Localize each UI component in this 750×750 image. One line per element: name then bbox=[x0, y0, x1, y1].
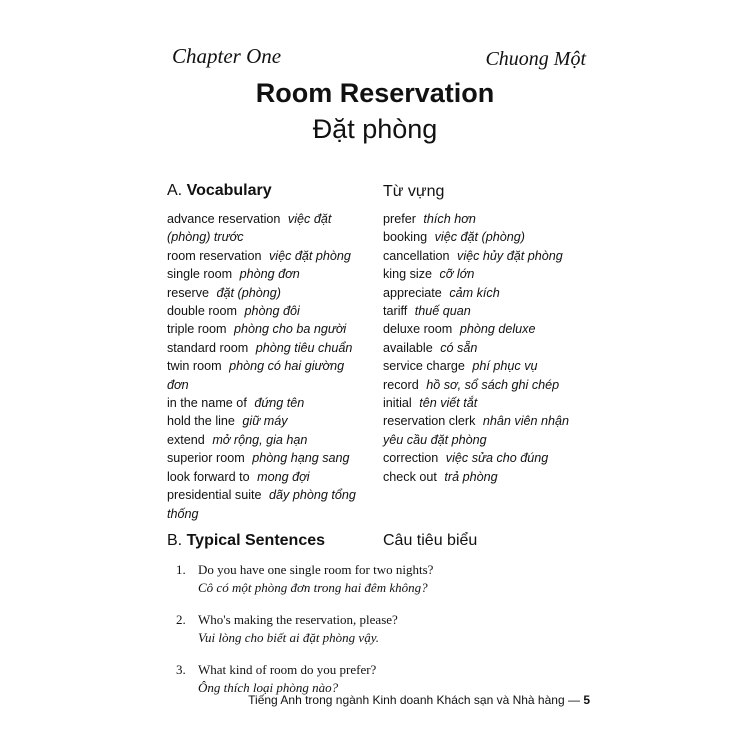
vocab-entry bbox=[167, 431, 367, 449]
footer-text: Tiếng Anh trong ngành Kinh doanh Khách sạn và Nhà hàng — bbox=[248, 693, 580, 707]
vocab-term: correction bbox=[383, 451, 439, 466]
vocab-translation: phòng đôi bbox=[244, 304, 300, 319]
sentence-en: What kind of room do you prefer? bbox=[198, 662, 377, 677]
vocab-translation: dãy phòng tổng thống bbox=[167, 488, 356, 521]
vocab-term: twin room bbox=[167, 359, 222, 374]
vocab-translation: việc đặt (phòng) bbox=[434, 230, 525, 245]
vocab-term: reserve bbox=[167, 285, 209, 300]
vocab-translation: việc đặt phòng bbox=[269, 248, 351, 263]
vocab-translation: hồ sơ, sổ sách ghi chép bbox=[426, 377, 560, 392]
vocab-translation: mở rộng, gia hạn bbox=[212, 432, 308, 447]
chapter-label-en: Chapter One bbox=[172, 44, 282, 68]
vocab-term: tariff bbox=[383, 304, 408, 319]
vocab-entry bbox=[383, 302, 583, 320]
vocab-entry bbox=[383, 320, 583, 338]
vocab-translation: nhân viên nhận yêu cầu đặt phòng bbox=[383, 414, 570, 447]
vocab-entry bbox=[167, 302, 367, 320]
vocab-entry bbox=[383, 449, 583, 467]
vocabulary-heading bbox=[167, 182, 272, 200]
vocab-term: booking bbox=[383, 230, 428, 245]
sentence-en: Do you have one single room for two nights? bbox=[198, 562, 434, 577]
vocab-translation: thích hơn bbox=[423, 212, 476, 226]
vocab-term: prefer bbox=[383, 212, 416, 226]
vocab-entry bbox=[167, 339, 367, 357]
vocab-term: cancellation bbox=[383, 248, 450, 263]
vocab-entry bbox=[167, 284, 367, 302]
section-letter: B. bbox=[167, 532, 183, 549]
vocab-translation: trả phòng bbox=[444, 469, 498, 484]
vocab-entry bbox=[383, 394, 583, 412]
sentence-vi: Vui lòng cho biết ai đặt phòng vậy. bbox=[198, 630, 380, 645]
vocab-translation: đặt (phòng) bbox=[216, 285, 281, 300]
vocab-entry bbox=[167, 265, 367, 283]
vocab-translation: phòng tiêu chuẩn bbox=[255, 340, 353, 355]
vocab-entry bbox=[383, 284, 583, 302]
vocab-term: initial bbox=[383, 396, 412, 411]
vocab-translation: có sẵn bbox=[440, 340, 478, 355]
vocab-term: record bbox=[383, 377, 419, 392]
section-title-en: Vocabulary bbox=[186, 182, 272, 199]
vocab-term: room reservation bbox=[167, 248, 262, 263]
vocab-term: reservation clerk bbox=[383, 414, 476, 429]
vocab-term: check out bbox=[383, 469, 437, 484]
sentences-heading bbox=[167, 532, 325, 550]
vocabulary-right-column bbox=[383, 210, 583, 486]
typical-sentences-list bbox=[176, 562, 433, 712]
vocab-translation: phí phục vụ bbox=[472, 359, 538, 374]
sentence-vi: Cô có một phòng đơn trong hai đêm không? bbox=[198, 580, 428, 595]
vocab-entry bbox=[167, 394, 367, 412]
vocab-translation: phòng hạng sang bbox=[252, 451, 350, 466]
vocab-term: triple room bbox=[167, 322, 227, 337]
vocabulary-heading-vi: Từ vựng bbox=[383, 183, 445, 200]
vocab-entry bbox=[383, 376, 583, 394]
vocab-term: in the name of bbox=[167, 396, 247, 411]
vocab-term: advance reservation bbox=[167, 212, 281, 226]
vocab-term: extend bbox=[167, 432, 205, 447]
vocab-entry bbox=[167, 320, 367, 338]
vocab-translation: phòng đơn bbox=[239, 267, 300, 282]
sentence-number: 2. bbox=[176, 612, 186, 627]
vocab-entry bbox=[383, 265, 583, 283]
vocab-entry bbox=[383, 412, 583, 449]
vocabulary-left-column bbox=[167, 210, 367, 523]
vocab-translation: việc hủy đặt phòng bbox=[457, 248, 563, 263]
vocab-entry bbox=[167, 412, 367, 430]
sentence-en: Who's making the reservation, please? bbox=[198, 612, 398, 627]
vocab-translation: cỡ lớn bbox=[439, 267, 475, 282]
vocab-term: king size bbox=[383, 267, 432, 282]
page-title-en: Room Reservation bbox=[255, 78, 495, 108]
vocab-term: hold the line bbox=[167, 414, 235, 429]
vocab-translation: tên viết tắt bbox=[419, 396, 478, 411]
page-number: 5 bbox=[583, 693, 590, 707]
vocab-term: look forward to bbox=[167, 469, 250, 484]
vocab-entry bbox=[383, 357, 583, 375]
vocab-translation: việc đặt (phòng) trước bbox=[167, 212, 332, 245]
sentence-vi: Ông thích loại phòng nào? bbox=[198, 680, 339, 695]
vocab-term: presidential suite bbox=[167, 488, 262, 503]
sentence-number: 3. bbox=[176, 662, 186, 677]
page-footer bbox=[248, 693, 590, 707]
vocab-entry bbox=[167, 449, 367, 467]
vocab-entry bbox=[383, 468, 583, 486]
vocab-term: deluxe room bbox=[383, 322, 453, 337]
vocab-term: single room bbox=[167, 267, 233, 282]
vocab-term: double room bbox=[167, 304, 238, 319]
vocab-translation: đứng tên bbox=[254, 396, 305, 411]
vocab-term: superior room bbox=[167, 451, 245, 466]
vocab-term: service charge bbox=[383, 359, 465, 374]
chapter-label-vi: Chuong Một bbox=[485, 48, 586, 70]
vocab-entry bbox=[167, 486, 367, 523]
vocab-translation: phòng cho ba người bbox=[234, 322, 347, 337]
vocab-translation: thuế quan bbox=[414, 304, 471, 319]
sentence-item bbox=[176, 562, 433, 596]
page-title-vi: Đặt phòng bbox=[312, 114, 438, 144]
vocab-entry bbox=[167, 357, 367, 394]
vocab-translation: mong đợi bbox=[257, 469, 310, 484]
sentence-item bbox=[176, 612, 433, 646]
vocab-translation: cảm kích bbox=[449, 285, 500, 300]
vocab-entry bbox=[167, 210, 367, 247]
sentence-number: 1. bbox=[176, 562, 186, 577]
section-title-en: Typical Sentences bbox=[186, 532, 326, 549]
vocab-translation: phòng có hai giường đơn bbox=[167, 359, 345, 392]
vocab-entry bbox=[383, 228, 583, 246]
vocab-entry bbox=[383, 339, 583, 357]
sentence-item bbox=[176, 662, 433, 696]
vocab-translation: việc sửa cho đúng bbox=[445, 451, 549, 466]
vocab-entry bbox=[167, 247, 367, 265]
vocab-entry bbox=[167, 468, 367, 486]
section-letter: A. bbox=[167, 182, 183, 199]
vocab-entry bbox=[383, 210, 583, 228]
vocab-term: appreciate bbox=[383, 285, 442, 300]
vocab-term: available bbox=[383, 340, 433, 355]
sentences-heading-vi: Câu tiêu biểu bbox=[383, 532, 478, 549]
vocab-translation: giữ máy bbox=[242, 414, 288, 429]
vocab-term: standard room bbox=[167, 340, 249, 355]
vocab-translation: phòng deluxe bbox=[459, 322, 536, 337]
vocab-entry bbox=[383, 247, 583, 265]
